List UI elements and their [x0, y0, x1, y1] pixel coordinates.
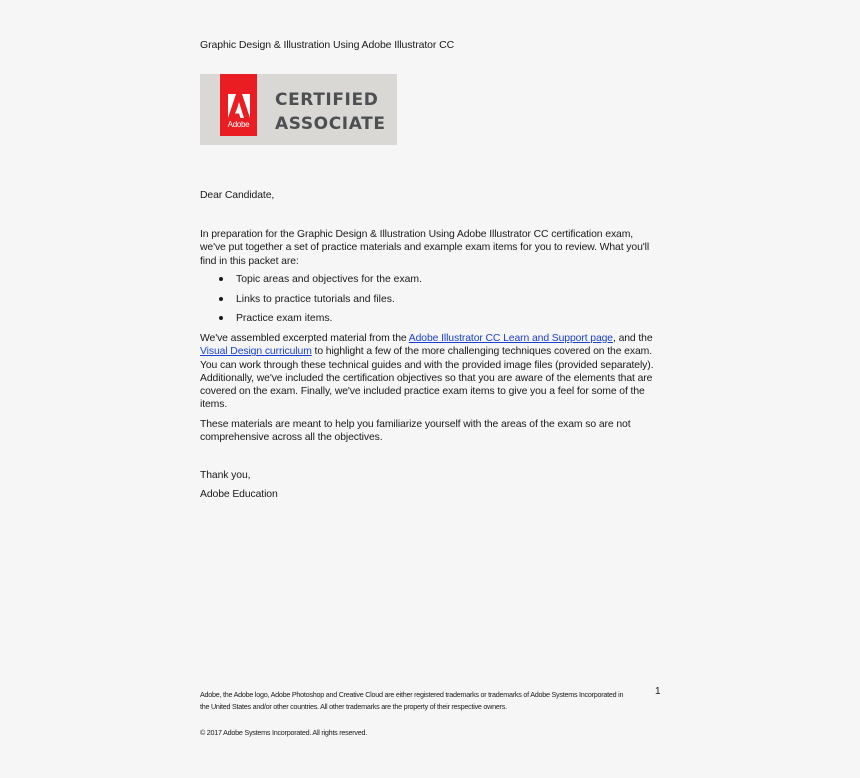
- adobe-logo-word: Adobe: [227, 120, 250, 129]
- badge-line-certified: CERTIFIED: [275, 90, 379, 110]
- document-header-title: Graphic Design & Illustration Using Adobe Illustrator CC: [200, 39, 455, 51]
- list-item: Topic areas and objectives for the exam.: [200, 273, 422, 293]
- bullet-icon: [219, 277, 223, 281]
- letter-closing: Thank you,: [200, 470, 251, 481]
- page-number: 1: [655, 686, 661, 697]
- bullet-icon: [219, 297, 223, 301]
- visual-design-curriculum-link[interactable]: Visual Design curriculum: [200, 346, 312, 358]
- footer-trademark-notice: Adobe, the Adobe logo, Adobe Photoshop and Creative Cloud are either registered trademarks or trademarks of Adobe Systems Incorporated in the United States and/or other countries. All other trademarks are the property of their respective owners.: [200, 690, 624, 711]
- illustrator-learn-support-link[interactable]: Adobe Illustrator CC Learn and Support page: [408, 333, 613, 344]
- bullet-icon: [219, 316, 223, 320]
- letter-greeting: Dear Candidate,: [200, 190, 275, 201]
- letter-intro-paragraph: In preparation for the Graphic Design & Illustration Using Adobe Illustrator CC certification exam, we've put together a set of practice materials and example exam items for you to review. What you'll find in this packet are:: [200, 229, 650, 267]
- adobe-a-icon: [228, 94, 250, 118]
- footer-copyright: © 2017 Adobe Systems Incorporated. All rights reserved.: [200, 728, 367, 737]
- letter-assembled-paragraph: We've assembled excerpted material from the Adobe Illustrator CC Learn and Support page, and the Visual Design curriculum to highlight a few of the more challenging techniques covered on the exam. You can work through these technical guides and with the provided image files (provided separately). Additionally, we've included the certification objectives so that you are aware of the elements that are covered on the exam. Finally, we've included practice exam items to give you a feel for some of the items.: [200, 333, 654, 411]
- list-item: Practice exam items.: [200, 312, 422, 332]
- badge-line-associate: ASSOCIATE: [275, 114, 386, 134]
- letter-materials-paragraph: These materials are meant to help you familiarize yourself with the areas of the exam so are not comprehensive across all the objectives.: [200, 419, 631, 444]
- list-item: Links to practice tutorials and files.: [200, 293, 422, 313]
- letter-signature: Adobe Education: [200, 489, 278, 500]
- certified-associate-badge: [200, 74, 397, 145]
- adobe-logo: [220, 74, 257, 136]
- packet-contents-list: [200, 273, 422, 332]
- badge-title: [275, 88, 386, 136]
